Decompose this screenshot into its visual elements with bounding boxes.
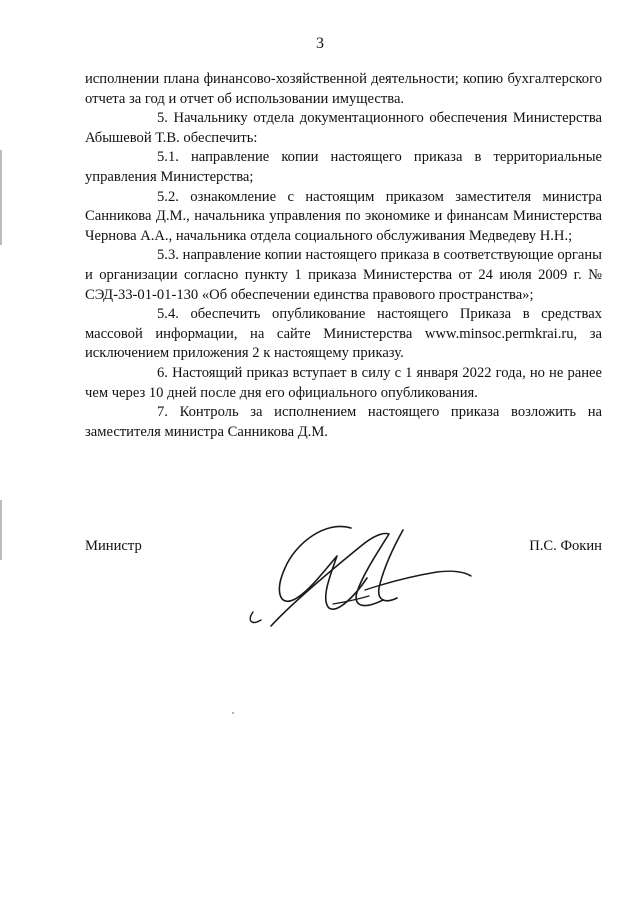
paragraph-number: 5.2. — [157, 188, 179, 205]
paragraph-text: ознакомление с настоящим приказом заместителя министра Санникова Д.М., начальника управления по экономике и финансам Министерства Чернова А.А., начальника отдела социального обслуживания Медведеву Н.Н.; — [85, 188, 602, 244]
paragraph-6 — [85, 364, 602, 403]
paragraph-number: 5.3. — [157, 247, 179, 264]
paragraph-text: Настоящий приказ вступает в силу с 1 января 2022 года, но не ранее чем через 10 дней после дня его официального опубликования. — [85, 364, 602, 401]
paragraph-7 — [85, 403, 602, 442]
paragraph-number: 5.1. — [157, 149, 179, 166]
document-body — [85, 70, 602, 442]
signature-icon — [233, 516, 493, 636]
paragraph-5-1 — [85, 148, 602, 187]
paragraph-5-2 — [85, 188, 602, 247]
paragraph-text: направление копии настоящего приказа в соответствующие органы и организации согласно пункту 1 приказа Министерства от 24 июля 2009 г. № СЭД-33-01-01-130 «Об обеспечении единства правового пространства»; — [85, 247, 602, 303]
scan-edge-mark — [0, 150, 2, 245]
paragraph-number: 7. — [157, 404, 168, 421]
paragraph-continuation — [85, 70, 602, 109]
signatory-name: П.С. Фокин — [529, 538, 602, 554]
paragraph-text: исполнении плана финансово-хозяйственной деятельности; копию бухгалтерского отчета за год и отчет об использовании имущества. — [85, 71, 602, 107]
paragraph-5-3 — [85, 246, 602, 305]
paragraph-number: 5. — [157, 110, 168, 127]
paragraph-number: 6. — [157, 364, 168, 381]
paragraph-text: обеспечить опубликование настоящего Приказа в средствах массовой информации, на сайте Министерства www.minsoc.permkrai.ru, за исключением приложения 2 к настоящему приказу. — [85, 306, 602, 362]
paragraph-text: направление копии настоящего приказа в территориальные управления Министерства; — [85, 149, 603, 185]
paragraph-text: Начальнику отдела документационного обеспечения Министерства Абышевой Т.В. обеспечить: — [85, 110, 602, 146]
signature-block — [85, 530, 602, 640]
scan-edge-mark — [0, 500, 2, 560]
paragraph-5 — [85, 109, 602, 148]
paragraph-text: Контроль за исполнением настоящего приказа возложить на заместителя министра Санникова Д.М. — [85, 404, 602, 440]
signatory-title: Министр — [85, 538, 142, 554]
page-number: 3 — [316, 35, 324, 52]
paragraph-number: 5.4. — [157, 306, 179, 323]
paragraph-5-4 — [85, 305, 602, 364]
scan-speck — [232, 712, 234, 714]
